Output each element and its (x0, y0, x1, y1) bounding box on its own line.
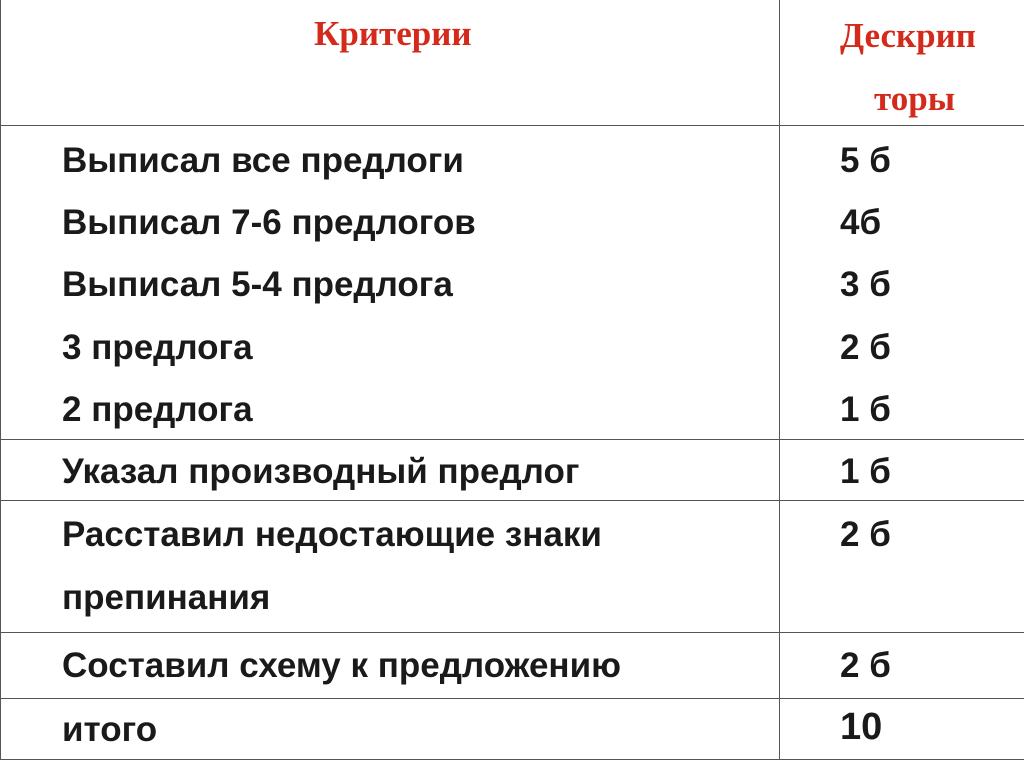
total-label: итого (62, 710, 158, 749)
criterion-text: Выписал 5-4 предлога (62, 265, 453, 304)
row-divider (0, 632, 1024, 633)
criterion-text: Выписал 7-6 предлогов (62, 203, 476, 242)
column-divider (779, 0, 780, 760)
score-value: 1 б (840, 390, 891, 429)
row-divider (0, 500, 1024, 501)
criterion-text: Указал производный предлог (62, 452, 580, 491)
criterion-text: Составил схему к предложению (62, 646, 621, 685)
criterion-text: 2 предлога (62, 390, 253, 429)
score-value: 3 б (840, 265, 891, 304)
descriptors-header-line1: Дескрип (840, 16, 976, 55)
descriptors-header-line2: торы (874, 79, 956, 118)
row-divider (0, 439, 1024, 440)
criterion-text: Выписал все предлоги (62, 141, 464, 180)
criterion-text-line1: Расставил недостающие знаки (62, 515, 602, 554)
total-value: 10 (840, 706, 883, 748)
table-bottom-border (0, 759, 1024, 760)
criterion-text-line2: препинания (62, 578, 271, 617)
score-value: 4б (840, 203, 882, 242)
score-value: 1 б (840, 452, 891, 491)
table-left-border (0, 0, 1, 760)
score-value: 2 б (840, 328, 891, 367)
row-divider (0, 698, 1024, 699)
criteria-header: Критерии (314, 14, 472, 53)
score-value: 2 б (840, 515, 891, 554)
header-divider (0, 125, 1024, 126)
score-value: 2 б (840, 646, 891, 685)
criterion-text: 3 предлога (62, 328, 253, 367)
score-value: 5 б (840, 141, 891, 180)
